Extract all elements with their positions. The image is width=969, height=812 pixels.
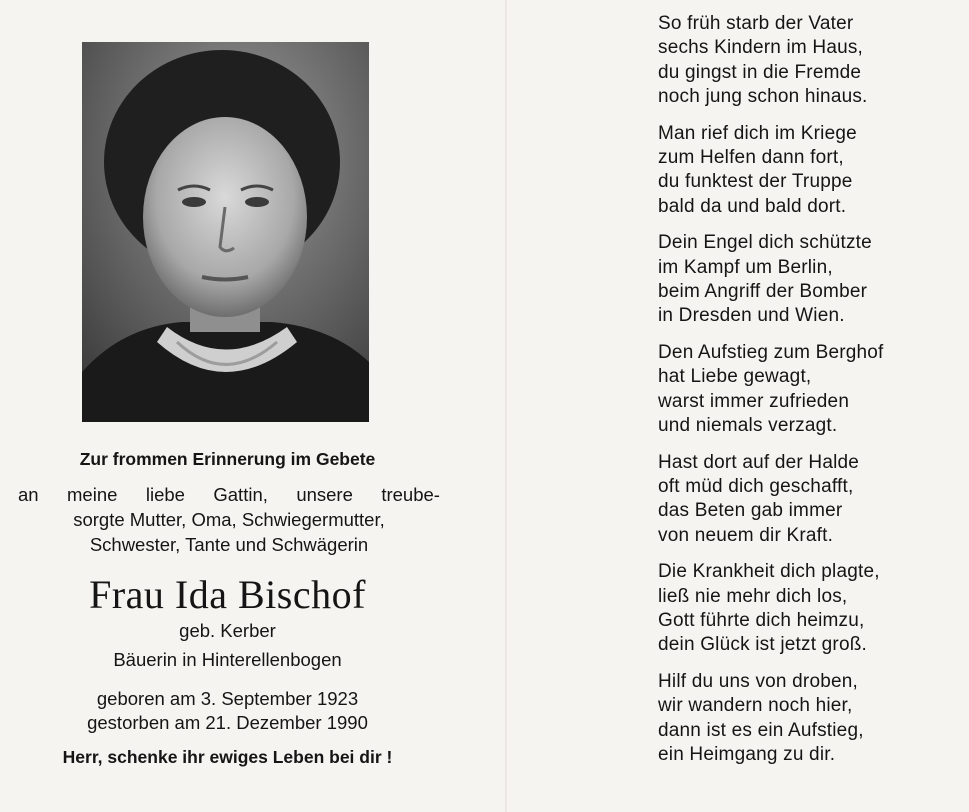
poem-line: du gingst in die Fremde — [658, 61, 862, 83]
poem-line: hat Liebe gewagt, — [658, 366, 812, 388]
poem-stanza — [658, 451, 958, 549]
poem-stanza — [658, 122, 958, 220]
dedication-word: meine — [67, 484, 118, 505]
poem-line: oft müd dich geschafft, — [658, 475, 854, 497]
poem-stanza — [658, 560, 958, 658]
card-fold — [505, 0, 507, 812]
dedication-word: liebe — [145, 484, 185, 505]
poem-stanza — [658, 341, 958, 439]
poem-line: Den Aufstieg zum Berghof — [658, 341, 884, 363]
maiden-name: geb. Kerber — [179, 620, 276, 641]
poem-line: in Dresden und Wien. — [658, 305, 845, 327]
dedication-line-2: sorgte Mutter, Oma, Schwiegermutter, — [73, 509, 385, 530]
poem-line: dein Glück ist jetzt groß. — [658, 634, 867, 656]
portrait-photo — [82, 42, 369, 422]
occupation: Bäuerin in Hinterellenbogen — [113, 649, 342, 670]
poem-line: Dein Engel dich schützte — [658, 232, 872, 254]
memorial-dedication — [18, 482, 440, 557]
poem-line: wir wandern noch hier, — [658, 695, 853, 717]
poem-stanza — [658, 12, 958, 110]
poem-line: Hast dort auf der Halde — [658, 451, 860, 473]
poem-line: warst immer zufrieden — [658, 390, 850, 412]
poem-line: beim Angriff der Bomber — [658, 281, 868, 303]
poem-line: So früh starb der Vater — [658, 13, 854, 34]
dedication-word: an — [18, 484, 39, 505]
poem-line: noch jung schon hinaus. — [658, 86, 868, 108]
poem-line: im Kampf um Berlin, — [658, 256, 833, 278]
poem-line: und niemals verzagt. — [658, 415, 838, 437]
poem-line: Gott führte dich heimzu, — [658, 609, 865, 631]
dedication-word: Gattin, — [213, 484, 268, 505]
memorial-heading: Zur frommen Erinnerung im Gebete — [79, 449, 376, 469]
dedication-line-1 — [18, 482, 440, 507]
poem-stanza — [658, 231, 958, 329]
poem-line: bald da und bald dort. — [658, 195, 847, 217]
poem-line: ein Heimgang zu dir. — [658, 743, 836, 765]
dedication-line-3: Schwester, Tante und Schwägerin — [89, 534, 369, 555]
dedication-word: unsere — [296, 484, 353, 505]
poem-line: Hilf du uns von droben, — [658, 670, 858, 692]
poem-line: zum Helfen dann fort, — [658, 147, 844, 169]
poem-line: Man rief dich im Kriege — [658, 122, 857, 144]
poem-line: Die Krankheit dich plagte, — [658, 561, 880, 583]
deceased-name: Frau Ida Bischof — [89, 572, 366, 617]
memorial-poem — [658, 12, 958, 779]
poem-line: sechs Kindern im Haus, — [658, 37, 864, 59]
birth-date: geboren am 3. September 1923 — [96, 688, 359, 709]
poem-line: du funktest der Truppe — [658, 171, 853, 193]
poem-stanza — [658, 670, 958, 768]
poem-line: das Beten gab immer — [658, 500, 843, 522]
poem-line: ließ nie mehr dich los, — [658, 585, 848, 607]
poem-line: von neuem dir Kraft. — [658, 524, 834, 546]
death-date: gestorben am 21. Dezember 1990 — [87, 712, 368, 733]
closing-prayer: Herr, schenke ihr ewiges Leben bei dir ! — [62, 747, 393, 767]
dedication-word: treube- — [381, 484, 440, 505]
poem-line: dann ist es ein Aufstieg, — [658, 719, 864, 741]
